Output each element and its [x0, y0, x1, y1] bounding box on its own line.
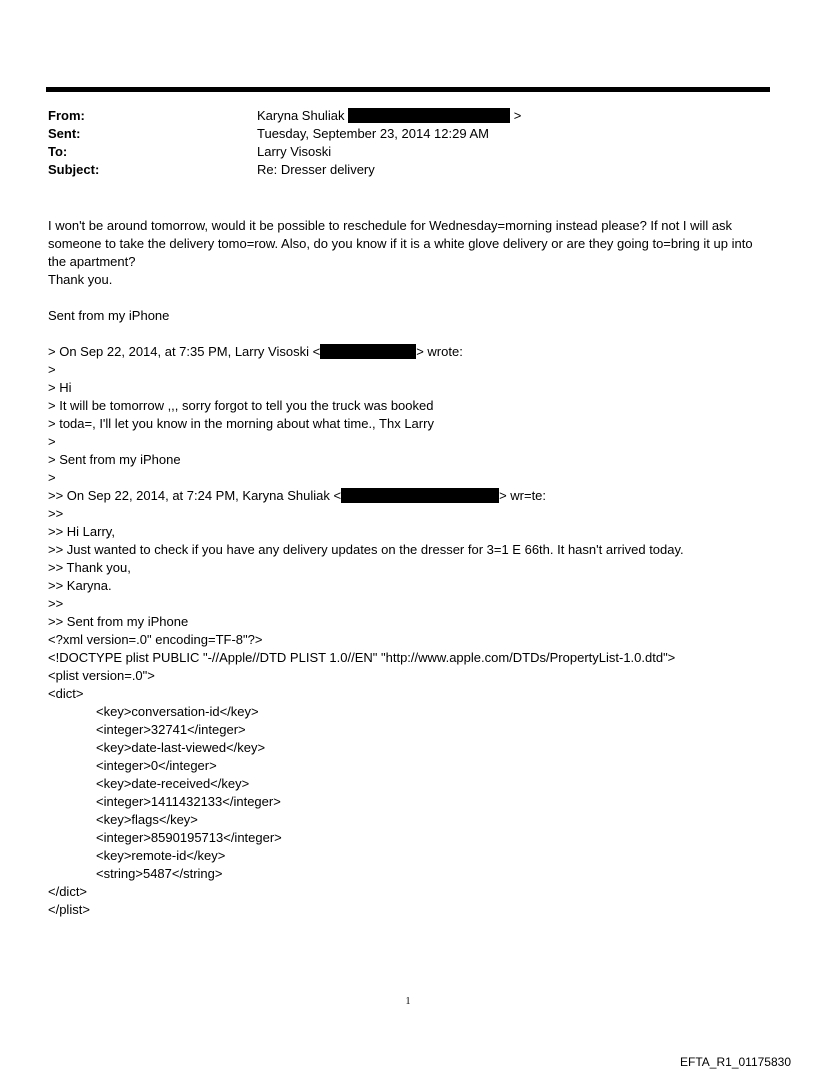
nested-quote-line: >> Just wanted to check if you have any delivery updates on the dresser for 3=1 E 66th. It hasn't arrived today. [48, 542, 684, 557]
from-label: From: [48, 108, 85, 123]
from-value [257, 107, 521, 125]
plist-line: </plist> [48, 902, 90, 917]
quote-line: > [48, 362, 56, 377]
to-label: To: [48, 144, 68, 159]
nested-quote-line: >> [48, 596, 64, 611]
plist-value: <integer>1411432133</integer> [96, 794, 281, 809]
email-body [48, 217, 773, 919]
nested-quote-header [48, 487, 773, 505]
quote-line: > It will be tomorrow ,,, sorry forgot to tell you the truck was booked [48, 398, 434, 413]
quote-line: > [48, 470, 56, 485]
nested-quote-line: >> Thank you, [48, 560, 131, 575]
signature-line: Sent from my iPhone [48, 308, 170, 323]
subject-label: Subject: [48, 162, 100, 177]
plist-key: <key>flags</key> [96, 812, 198, 827]
redaction-box [341, 488, 499, 503]
plist-line: <dict> [48, 686, 84, 701]
nested-quote-line: >> Karyna. [48, 578, 112, 593]
header-rule [46, 87, 770, 92]
from-suffix: > [513, 108, 522, 123]
sent-label: Sent: [48, 126, 81, 141]
quote-line: > toda=, I'll let you know in the morning about what time., Thx Larry [48, 416, 434, 431]
nested-quote-header-wrote: > wr=te: [499, 488, 547, 503]
quote-header [48, 343, 773, 361]
nested-quote-line: >> Sent from my iPhone [48, 614, 189, 629]
body-paragraph: I won't be around tomorrow, would it be possible to reschedule for Wednesday=morning instead please? If not I will ask someone to take the delivery tomo=row. Also, do you know if it is a white glove delivery or are they going to=bring it up into the apartment? [48, 218, 753, 269]
quote-header-text: > On Sep 22, 2014, at 7:35 PM, Larry Visoski < [48, 344, 321, 359]
subject-value: Re: Dresser delivery [257, 162, 375, 177]
quote-line: > Hi [48, 380, 72, 395]
sent-value: Tuesday, September 23, 2014 12:29 AM [257, 126, 489, 141]
page-number: 1 [405, 996, 411, 1007]
plist-line: <plist version=.0"> [48, 668, 155, 683]
redaction-box [348, 108, 510, 123]
plist-line: </dict> [48, 884, 88, 899]
quote-line: > Sent from my iPhone [48, 452, 181, 467]
nested-quote-line: >> [48, 506, 64, 521]
plist-value: <integer>8590195713</integer> [96, 830, 282, 845]
plist-line: <?xml version=.0" encoding=TF-8"?> [48, 632, 263, 647]
plist-line: <!DOCTYPE plist PUBLIC "-//Apple//DTD PLIST 1.0//EN" "http://www.apple.com/DTDs/PropertyList-1.0.dtd"> [48, 650, 676, 665]
plist-value: <integer>32741</integer> [96, 722, 246, 737]
document-id: EFTA_R1_01175830 [680, 1055, 791, 1069]
from-name: Karyna Shuliak [257, 108, 345, 123]
quote-line: > [48, 434, 56, 449]
quote-header-wrote: > wrote: [416, 344, 463, 359]
plist-value: <integer>0</integer> [96, 758, 217, 773]
plist-key: <key>date-received</key> [96, 776, 250, 791]
plist-key: <key>conversation-id</key> [96, 704, 259, 719]
plist-key: <key>date-last-viewed</key> [96, 740, 266, 755]
nested-quote-header-text: >> On Sep 22, 2014, at 7:24 PM, Karyna Shuliak < [48, 488, 342, 503]
redaction-box [320, 344, 416, 359]
to-value: Larry Visoski [257, 144, 332, 159]
nested-quote-line: >> Hi Larry, [48, 524, 115, 539]
plist-key: <key>remote-id</key> [96, 848, 226, 863]
thanks-line: Thank you. [48, 272, 113, 287]
plist-value: <string>5487</string> [96, 866, 223, 881]
